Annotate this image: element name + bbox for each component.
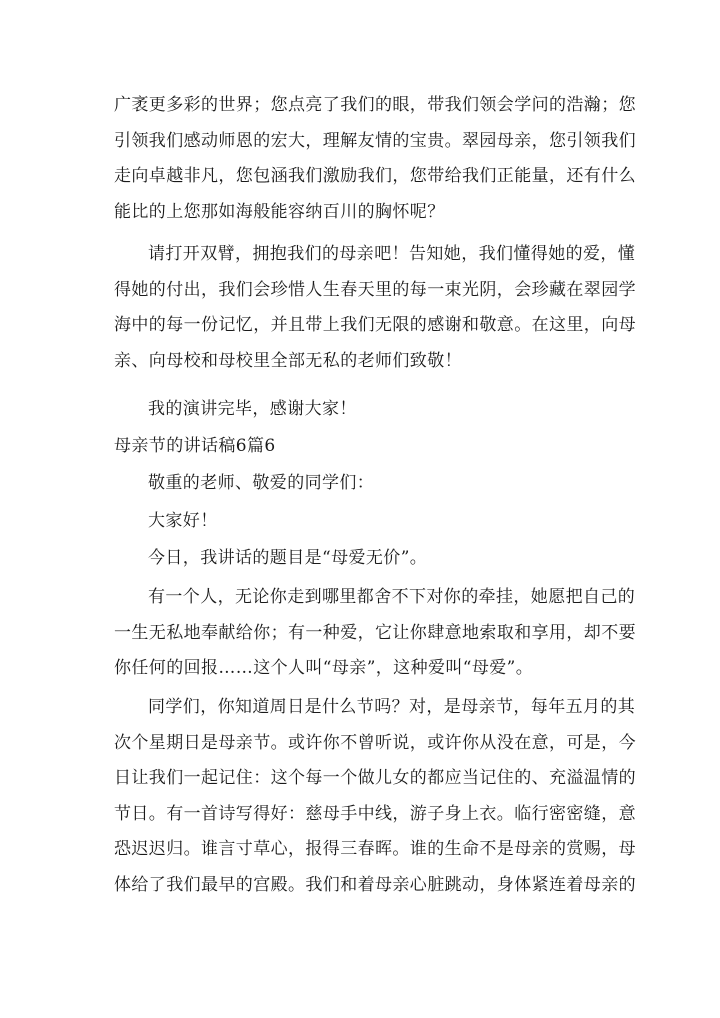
topic-line: 今日，我讲话的题目是“母爱无价”。 [148, 548, 428, 568]
text-line: 海中的每一份记忆，并且带上我们无限的感谢和敬意。在这里，向母 [114, 315, 636, 335]
paragraph-mother-love [114, 580, 636, 687]
text-line: 日让我们一起记住：这个每一个做儿女的都应当记住的、充溢温情的 [114, 768, 636, 788]
text-line: 走向卓越非凡，您包涵我们激励我们，您带给我们正能量，还有什么 [114, 166, 636, 186]
text-line: 一生无私地奉献给你；有一种爱，它让你肆意地索取和享用，却不要 [114, 622, 636, 643]
text-line: 得她的付出，我们会珍惜人生春天里的每一束光阴，会珍藏在翠园学 [114, 279, 636, 300]
text-line: 节日。有一首诗写得好：慈母手中线，游子身上衣。临行密密缝，意 [114, 803, 636, 824]
text-line: 广袤更多彩的世界；您点亮了我们的眼，带我们领会学问的浩瀚；您 [114, 95, 636, 115]
paragraph-embrace [114, 237, 636, 379]
text-line: 引领我们感动师恩的宏大，理解友情的宝贵。翠园母亲，您引领我们 [114, 130, 636, 151]
text-line: 次个星期日是母亲节。或许你不曾听说，或许你从没在意，可是，今 [114, 732, 636, 753]
text-line: 请打开双臂，拥抱我们的母亲吧！告知她，我们懂得她的爱，懂 [148, 244, 636, 264]
closing-line: 我的演讲完毕，感谢大家！ [148, 399, 357, 419]
paragraph-mothers-day [114, 690, 636, 903]
greeting-line: 敬重的老师、敬爱的同学们： [148, 473, 375, 493]
text-line: 有一个人，无论你走到哪里都舍不下对你的牵挂，她愿把自己的 [148, 587, 636, 607]
paragraph-mother-school [114, 88, 636, 230]
text-line: 体给了我们最早的宫殿。我们和着母亲心脏跳动，身体紧连着母亲的 [114, 874, 636, 895]
text-line: 能比的上您那如海般能容纳百川的胸怀呢？ [114, 201, 445, 222]
text-line: 同学们，你知道周日是什么节吗？对，是母亲节，每年五月的其 [148, 697, 636, 717]
section-heading: 母亲节的讲话稿6篇6 [114, 436, 276, 456]
text-line: 你任何的回报……这个人叫“母亲”，这种爱叫“母爱”。 [114, 658, 534, 678]
text-line: 亲、向母校和母校里全部无私的老师们致敬！ [114, 350, 462, 371]
text-line: 恐迟迟归。谁言寸草心，报得三春晖。谁的生命不是母亲的赏赐，母 [114, 839, 636, 859]
hello-line: 大家好！ [148, 511, 218, 531]
